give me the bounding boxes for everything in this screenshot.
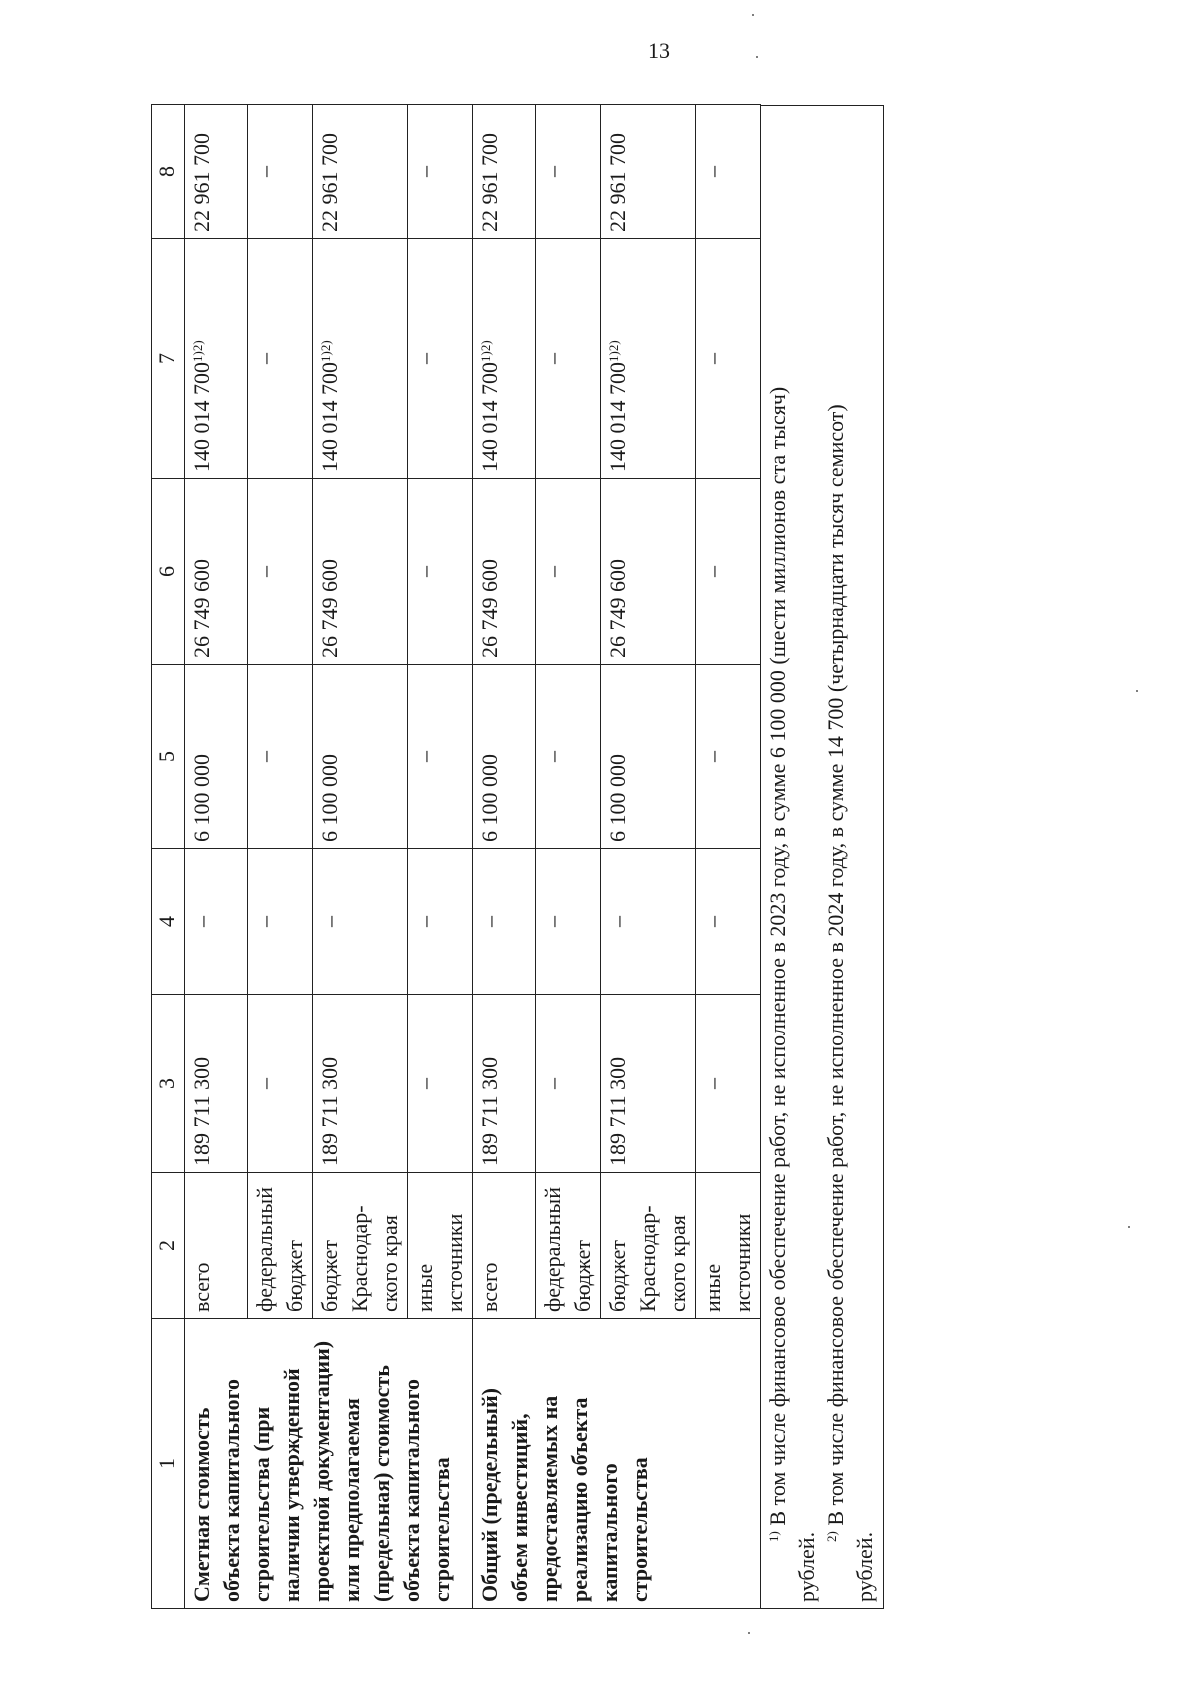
footnote-ref: 1)2) [606, 340, 621, 362]
table-row [473, 105, 536, 1609]
source-cell: всего [185, 1173, 248, 1319]
value-cell: – [408, 105, 473, 239]
value-cell: – [408, 479, 473, 665]
value-cell: 26 749 600 [185, 479, 248, 665]
value-cell: – [248, 995, 313, 1173]
header-cell: 4 [152, 849, 185, 995]
value-cell: 6 100 000 [601, 665, 696, 849]
scan-speck [1128, 1226, 1130, 1228]
value-cell: 26 749 600 [473, 479, 536, 665]
value-cell: 140 014 $700^{1)2)}$ [473, 239, 536, 479]
table-header-row [152, 105, 185, 1609]
footnote-ref: 1)2) [318, 340, 333, 362]
value-cell: 6 100 000 [185, 665, 248, 849]
value-cell: – [536, 479, 601, 665]
value-cell: – [696, 665, 761, 849]
footnote-2-continuation: рублей. [852, 1531, 877, 1602]
value-cell: 6 100 000 [473, 665, 536, 849]
source-cell: иные источники [408, 1173, 473, 1319]
scan-speck [756, 56, 758, 58]
value-cell: 189 711 300 [473, 995, 536, 1173]
value-cell: 189 711 300 [185, 995, 248, 1173]
value-cell: – [601, 849, 696, 995]
header-cell: 6 [152, 479, 185, 665]
value-cell: 6 100 000 [313, 665, 408, 849]
source-cell: федеральный бюджет [536, 1173, 601, 1319]
value-cell: 189 711 300 [313, 995, 408, 1173]
value-cell: 189 711 300 [601, 995, 696, 1173]
value-cell: – [536, 105, 601, 239]
value-cell: 140 014 $700^{1)2)}$ [601, 239, 696, 479]
value-cell: – [536, 665, 601, 849]
scan-speck [748, 1632, 750, 1634]
value-cell: – [185, 849, 248, 995]
value-cell: – [408, 995, 473, 1173]
value-cell: – [536, 239, 601, 479]
page-number: 13 [648, 38, 670, 63]
value-cell: 26 749 600 [601, 479, 696, 665]
value-cell: 22 961 700 [601, 105, 696, 239]
value-cell: – [408, 849, 473, 995]
investment-table [151, 104, 761, 1609]
value-cell: – [696, 239, 761, 479]
footnote-2: $^{2)}$ В том числе финансовое обеспечение работ, не исполненное в 2024 году, в сумме 14 700 (четырнадцати тысяч семисот) [823, 404, 848, 1542]
footnote-ref: 1)2) [190, 340, 205, 362]
value-cell: – [408, 665, 473, 849]
source-cell: всего [473, 1173, 536, 1319]
value-cell: – [248, 105, 313, 239]
source-cell: федеральный бюджет [248, 1173, 313, 1319]
footnotes [761, 105, 884, 1609]
value-cell: 140 014 $700^{1)2)}$ [313, 239, 408, 479]
value-cell: – [408, 239, 473, 479]
value-cell: 22 961 700 [185, 105, 248, 239]
table-row [185, 105, 248, 1609]
value-cell: – [248, 239, 313, 479]
value-cell: – [248, 665, 313, 849]
header-cell: 2 [152, 1173, 185, 1319]
value-cell: – [248, 849, 313, 995]
header-cell: 3 [152, 995, 185, 1173]
header-cell: 1 [152, 1319, 185, 1609]
header-cell: 7 [152, 239, 185, 479]
scan-speck [752, 14, 754, 16]
value-cell: – [696, 105, 761, 239]
source-cell: бюджет Краснодар-ского края [601, 1173, 696, 1319]
value-cell: 22 961 700 [313, 105, 408, 239]
group-label-total-investment: Общий (предельный) объем инвестиций, предоставляемых на реализацию объекта капитального строительства [473, 1319, 761, 1609]
value-cell: 26 749 600 [313, 479, 408, 665]
value-cell: – [696, 479, 761, 665]
rotated-landscape-content [151, 105, 891, 1609]
value-cell: 22 961 700 [473, 105, 536, 239]
value-cell: – [473, 849, 536, 995]
value-cell: – [248, 479, 313, 665]
footnote-1-continuation: рублей. [794, 1531, 819, 1602]
value-cell: – [696, 995, 761, 1173]
footnote-ref: 1)2) [478, 340, 493, 362]
value-cell: – [536, 849, 601, 995]
group-label-estimated-cost: Сметная стоимость объекта капитального строительства (при наличии утвержденной проектной документации) или предполагаемая (предельная) стоимость объекта капитального строительства [185, 1319, 473, 1609]
header-cell: 8 [152, 105, 185, 239]
source-cell: иные источники [696, 1173, 761, 1319]
source-cell: бюджет Краснодар-ского края [313, 1173, 408, 1319]
value-cell: – [313, 849, 408, 995]
value-cell: – [536, 995, 601, 1173]
value-cell: 140 014 $700^{1)2)}$ [185, 239, 248, 479]
header-cell: 5 [152, 665, 185, 849]
footnote-1: $^{1)}$ В том числе финансовое обеспечение работ, не исполненное в 2023 году, в сумме 6 100 000 (шести миллионов ста тысяч) [765, 386, 790, 1542]
value-cell: – [696, 849, 761, 995]
scan-speck [1136, 690, 1138, 692]
